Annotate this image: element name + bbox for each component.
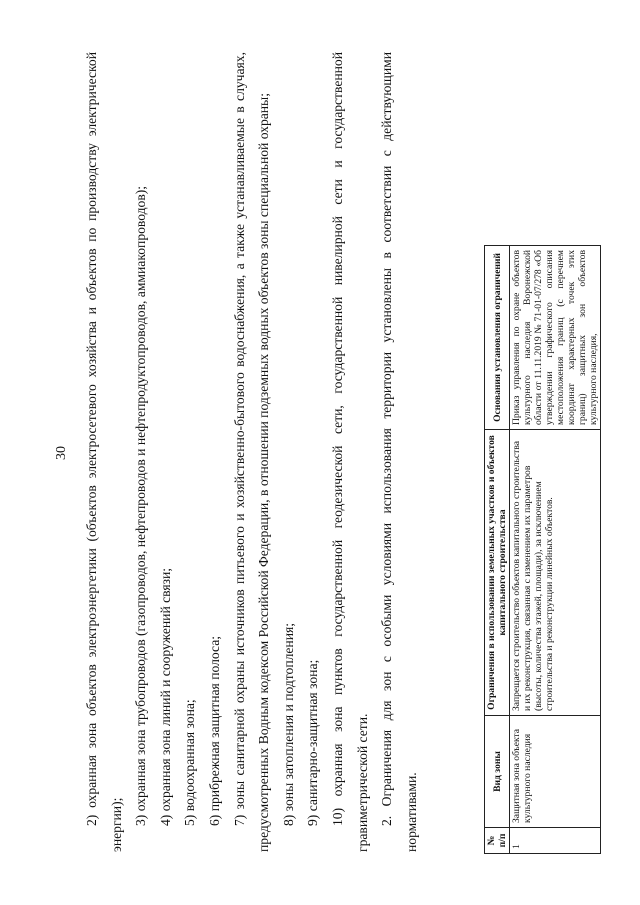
header-basis: Основания установления ограничений — [485, 245, 510, 429]
header-restrictions: Ограничения в использовании земельных участков и объектов капитального строительства — [485, 429, 510, 715]
list-item-electric-zone: 2) охранная зона объектов электроэнергетики (объектов электросетевого хозяйства и объектов по производству электрической энергии); — [84, 51, 124, 852]
rotated-page — [40, 38, 600, 868]
cell-basis: Приказ управления по охране объектов культурного наследия Воронежской области от 11.11.2019 № 71-01-07/278 «Об утверждении графического описания местоположения границ (с перечнем координат характерных точек этих границ) защитных зон объектов культурного наследия, — [510, 245, 601, 429]
body-text — [80, 52, 424, 852]
list-item-coastal-strip: 6) прибрежная защитная полоса; — [206, 635, 222, 826]
list-item-sanitary-water-zone: 7) зоны санитарной охраны источников питьевого и хозяйственно-бытового водоснабжения, а также устанавливаемые в случаях, предусмотренных Водным кодексом Российской Федерации, в отношении подземных водных объектов зоны специальной охраны; — [231, 51, 272, 852]
header-number: № п/п — [485, 827, 510, 853]
list-item-sanitary-protection-zone: 9) санитарно-защитная зона; — [305, 659, 321, 826]
list-item-water-protection-zone: 5) водоохранная зона; — [182, 698, 198, 826]
paragraph-restrictions: 2. Ограничения для зон с особыми условиями использования территории установлены в соответствии с действующими нормативами. — [379, 51, 419, 852]
cell-zone-type: Защитная зона объекта культурного наследия — [510, 715, 601, 827]
list-item-flood-zone: 8) зоны затопления и подтопления; — [280, 622, 296, 826]
list-item-pipeline-zone: 3) охранная зона трубопроводов (газопроводов, нефтепроводов и нефтепродуктопроводов, аммиакопроводов); — [133, 185, 149, 826]
table-row — [510, 245, 601, 853]
table-header-row — [485, 245, 510, 853]
zones-table — [484, 245, 601, 854]
header-zone-type: Вид зоны — [485, 715, 510, 827]
list-item-geodesic-zone: 10) охранная зона пунктов государственной геодезической сети, государственной нивелирной сети и государственной гравиметрической сети. — [329, 51, 370, 852]
page-number: 30 — [54, 445, 69, 460]
cell-restrictions: Запрещается строительство объектов капитального строительства и их реконструкция, связанная с изменением их параметров (высоты, количества этажей, площади), за исключением строительства и реконструкции линейных объектов. — [510, 429, 601, 715]
list-item-communication-zone: 4) охранная зона линий и сооружений связи; — [157, 567, 173, 826]
cell-number: 1 — [510, 827, 601, 853]
